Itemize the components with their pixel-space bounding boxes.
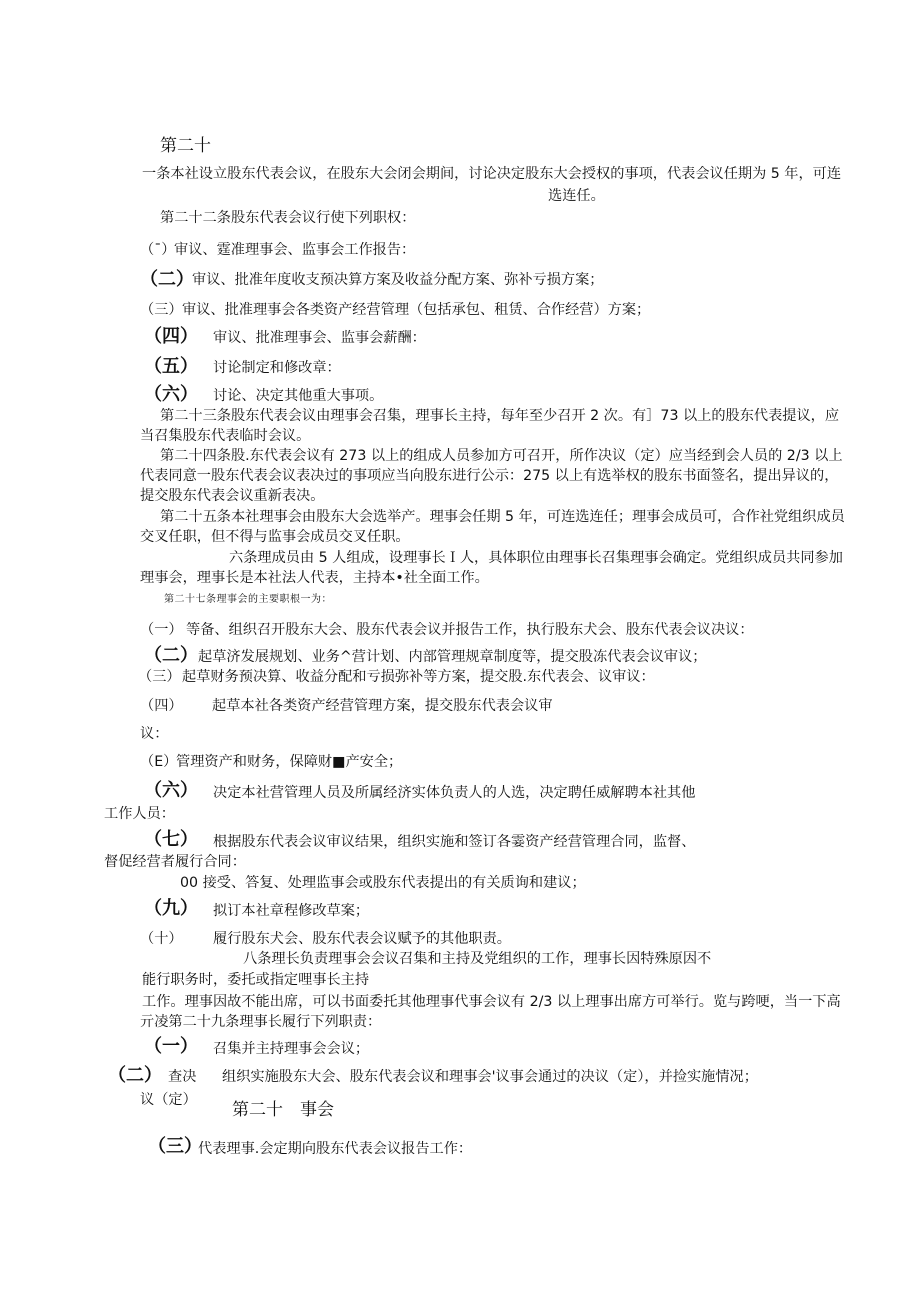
article-22-item-4: 审议、批准理事会、监事会薪酬： [213, 330, 426, 346]
article-27-item-9: 拟订本社章程修改草案； [213, 903, 370, 919]
item-marker-27-5: （E） [140, 754, 178, 770]
article-28-line-3: 工作。理事因故不能出席，可以书面委托其他理事代事会议有 2/3 以上理事出席方可举行。览与跨哽，当一下高 [142, 994, 841, 1010]
item-marker-3: （三） [140, 302, 183, 318]
article-24-line-1: 第二十四条股.东代表会议有 273 以上的组成人员参加方可召开，所作决议（定）应当经到会人员的 2/3 以上 [160, 448, 843, 464]
article-27-item-6-cont: 工作人员： [104, 806, 175, 822]
article-24-line-2: 代表同意一股东代表会议表决过的事项应当向股东进行公示：275 以上有选举权的股东书面签名，提出异议的， [140, 468, 839, 484]
article-27-item-7: 根据股东代表会议审议结果，组织实施和签订各霎资产经营管理合同，监督、 [213, 834, 696, 850]
article-heading-21-fragment: 第二十 [160, 136, 211, 156]
item-marker-27-6: （六） [144, 780, 198, 801]
article-27-item-7-cont: 督促经营者履行合同： [104, 854, 246, 870]
article-27-item-1: 等备、组织召开股东大会、股东代表会议并报告工作，执行股东犬会、股东代表会议决议： [186, 622, 754, 638]
item-marker-27-4: （四） [140, 698, 183, 714]
article-22-item-6: 讨论、决定其他重大事项。 [213, 388, 384, 404]
article-22-item-1: 审议、霆准理事会、监事会工作报告： [174, 242, 416, 258]
item-marker-29-1: （一） [144, 1036, 198, 1057]
article-25-line-2: 交叉任职，但不得与监事会成员交叉任职。 [140, 529, 410, 545]
article-24-line-3: 提交股东代表会议重新表决。 [140, 488, 325, 504]
article-23-line-2: 当召集股东代表临时会议。 [140, 428, 311, 444]
article-29-item-3: 代表理事.会定期向股东代表会议报告工作： [198, 1141, 473, 1157]
article-29-heading: 亓凌第二十九条理事长履行下列职责： [140, 1014, 382, 1030]
item-marker-27-2: （二） [144, 645, 198, 666]
article-22-item-5: 讨论制定和修改章： [213, 360, 341, 376]
chapter-heading-fragment: 第二十 事会 [232, 1100, 334, 1120]
item-marker-27-3: （三） [138, 669, 181, 685]
article-29-item-2-cont: 议（定） [140, 1092, 197, 1108]
item-marker-27-9: （九） [144, 898, 198, 919]
item-marker-27-7: （七） [144, 829, 198, 850]
article-22-heading: 第二十二条股东代表会议行使下列职权： [160, 210, 416, 226]
article-21-line-2: 选连任。 [548, 188, 605, 204]
item-marker-5: （五） [144, 356, 198, 377]
article-27-item-5: 管理资产和财务，保障财■产安全； [176, 754, 403, 770]
article-27-item-2: 起草济发展规划、业务^营计划、内部管理规章制度等，提交股冻代表会议审议； [198, 649, 707, 665]
article-22-item-3: 审议、批准理事会各类资产经营管理（包括承包、租赁、合作经营）方案； [182, 302, 651, 318]
article-22-item-2: 审议、批准年度收支预决算方案及收益分配方案、弥补亏损方案； [192, 272, 604, 288]
article-26-line-1: 六条理成员由 5 人组成，设理事长Ｉ人，具体职位由理事长召集理事会确定。党组织成员共同参加 [229, 550, 843, 566]
article-27-item-10: 履行股东犬会、股东代表会议赋予的其他职责。 [213, 931, 511, 947]
article-27-item-6: 决定本社营管理人员及所属经济实体负责人的人选，决定聘任威解聘本社其他 [213, 785, 696, 801]
article-29-item-1: 召集并主持理事会会议； [213, 1041, 370, 1057]
article-27-item-8: 00 接受、答复、处理监事会或股东代表提出的有关质询和建议； [180, 875, 586, 891]
article-27-item-4-cont: 议： [140, 726, 169, 742]
item-marker-27-1: （一） [140, 622, 183, 638]
item-marker-29-3: （三） [148, 1136, 202, 1157]
article-29-item-2-prefix: 查决 [168, 1069, 197, 1085]
article-27-item-4: 起草本社各类资产经营管理方案，提交股东代表会议审 [212, 698, 553, 714]
article-23-line-1: 第二十三条股东代表会议由理事会召集，理事长主持，每年至少召开 2 次。有］73 以上的股东代表提议，应 [160, 408, 840, 424]
article-25-line-1: 第二十五条本社理事会由股东大会选举产。理事会任期 5 年，可连选连任；理事会成员可，合作社党组织成员 [160, 509, 845, 525]
article-27-item-3: 起草财务预决算、收益分配和亏损弥补等方案，提交股.东代表会、议审议： [182, 669, 655, 685]
article-28-line-2: 能行职务时，委托或指定哩事长主持 [142, 972, 370, 988]
item-marker-1: （¯） [140, 242, 176, 258]
item-marker-29-2: （二） [108, 1065, 162, 1086]
article-29-item-2: 组织实施股东大会、股东代表会议和理事会'议事会通过的决议（定），并捡实施情况； [222, 1069, 758, 1085]
article-27-heading: 第二十七条理事会的主要职根一为： [164, 594, 332, 605]
item-marker-27-10: （十） [140, 931, 183, 947]
article-26-line-2: 理事会，理事长是本社法人代表，主持本•社全面工作。 [140, 570, 489, 586]
item-marker-4: （四） [144, 326, 198, 347]
item-marker-2: （二） [140, 269, 194, 290]
article-28-line-1: 八条理长负责理事会会议召集和主持及党组织的工作，理事长因特殊原因不 [243, 951, 712, 967]
item-marker-6: （六） [144, 384, 198, 405]
article-21-line-1: 一条本社设立股东代表会议，在股东大会闭会期间，讨论决定股东大会授权的事项，代表会议任期为 5 年，可连 [142, 166, 842, 182]
